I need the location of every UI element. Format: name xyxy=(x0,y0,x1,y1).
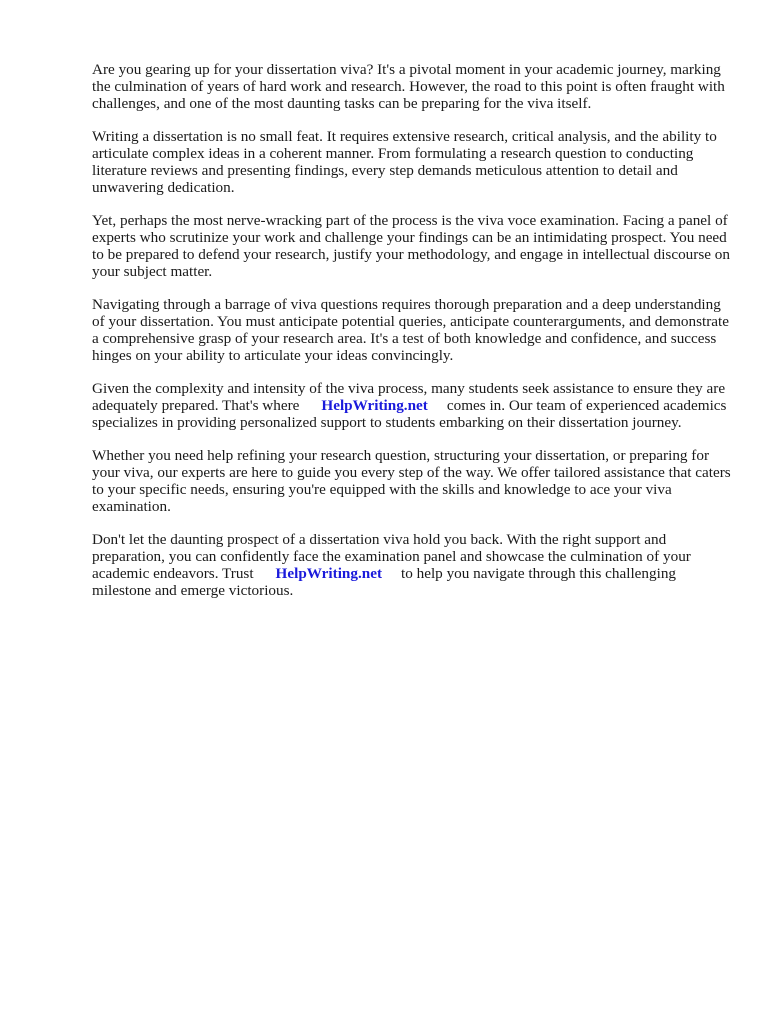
paragraph-intro: Are you gearing up for your dissertation viva? It's a pivotal moment in your academic journey, marking the culmination of years of hard work and research. However, the road to this point is often fraught with challenges, and one of the most daunting tasks can be preparing for the viva itself. xyxy=(92,61,725,112)
paragraph-navigating: Navigating through a barrage of viva questions requires thorough preparation and a deep understanding of your dissertation. You must anticipate potential queries, anticipate counterarguments, and demonstrate a comprehensive grasp of your research area. It's a test of both knowledge and confidence, and success hinges on your ability to articulate your ideas convincingly. xyxy=(92,296,730,364)
helpwriting-link[interactable]: HelpWriting.net xyxy=(321,397,428,414)
paragraph-assistance-text-before: Given the complexity and intensity of the viva process, many students seek assistance to ensure they are adequately prepared. That's where xyxy=(92,380,726,414)
paragraph-assistance-text-after: comes in. Our team of experienced academics specializes in providing personalized support to students embarking on their dissertation journey. xyxy=(92,397,727,431)
paragraph-writing: Writing a dissertation is no small feat. It requires extensive research, critical analysis, and the ability to articulate complex ideas in a coherent manner. From formulating a research question to conducting literature reviews and presenting findings, every step demands meticulous attention to detail and unwavering dedication. xyxy=(92,128,717,196)
paragraph-closing-text-after: to help you navigate through this challenging milestone and emerge victorious. xyxy=(92,565,677,599)
paragraph-viva-voce: Yet, perhaps the most nerve-wracking part of the process is the viva voce examination. Facing a panel of experts who scrutinize your work and challenge your findings can be an intimidating prospect. You need to be prepared to defend your research, justify your methodology, and engage in intellectual discourse on your subject matter. xyxy=(92,212,730,280)
paragraph-assistance xyxy=(92,380,732,431)
helpwriting-link-2[interactable]: HelpWriting.net xyxy=(275,565,383,582)
paragraph-closing xyxy=(92,531,732,599)
paragraph-whether: Whether you need help refining your research question, structuring your dissertation, or preparing for your viva, our experts are here to guide you every step of the way. We offer tailored assistance that caters to your specific needs, ensuring you're equipped with the skills and knowledge to ace your viva examination. xyxy=(92,447,731,515)
document-page xyxy=(92,61,732,615)
paragraph-closing-text-before: Don't let the daunting prospect of a dissertation viva hold you back. With the right support and preparation, you can confidently face the examination panel and showcase the culmination of your academic endeavors. Trust xyxy=(92,531,691,582)
